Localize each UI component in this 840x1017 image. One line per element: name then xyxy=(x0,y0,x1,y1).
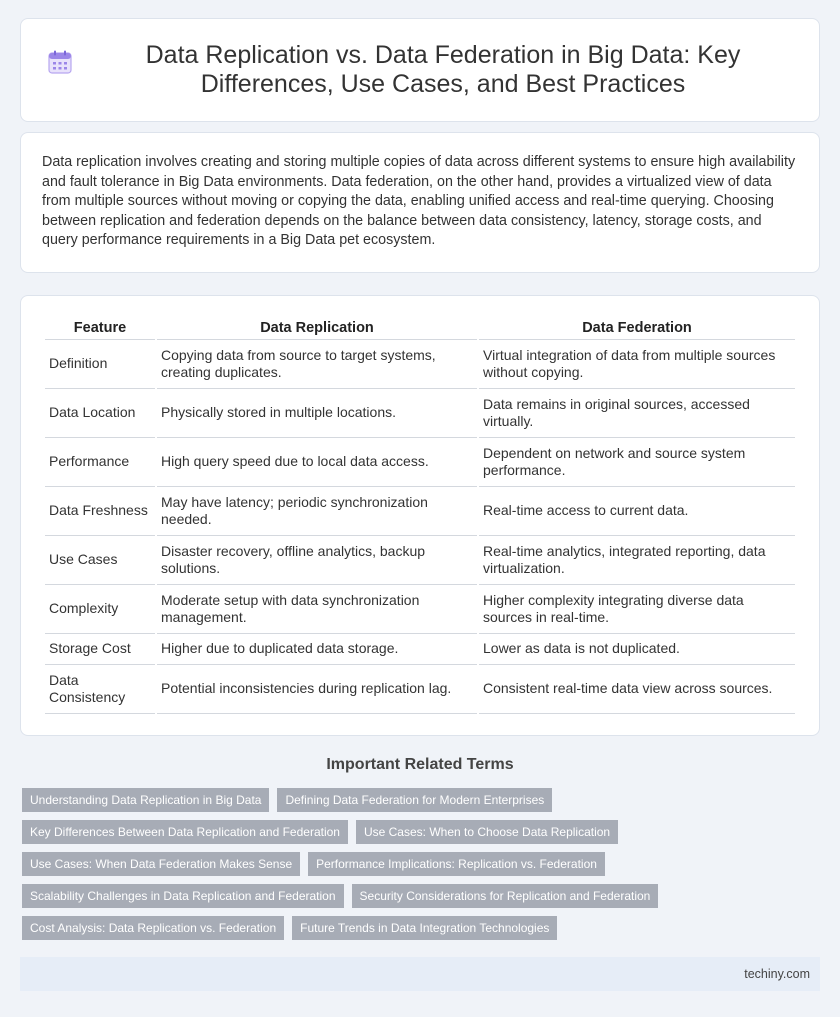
table-row xyxy=(45,340,795,389)
intro-card xyxy=(20,132,820,273)
related-term-tag[interactable]: Future Trends in Data Integration Technologies xyxy=(292,916,557,940)
intro-paragraph: Data replication involves creating and storing multiple copies of data across different systems to ensure high availability and fault tolerance in Big Data environments. Data federation, on the other hand, provides a virtualized view of data from multiple sources without moving or copying the data, enabling unified access and real-time querying. Choosing between replication and federation depends on the balance between data consistency, latency, storage costs, and query performance requirements in a Big Data pet ecosystem. xyxy=(42,154,796,248)
table-row xyxy=(45,438,795,487)
footer xyxy=(20,957,820,991)
title-card xyxy=(20,18,820,122)
column-header: Data Federation xyxy=(479,316,795,340)
comparison-card xyxy=(20,295,820,736)
related-term-tag[interactable]: Understanding Data Replication in Big Data xyxy=(22,788,269,812)
related-term-tag[interactable]: Security Considerations for Replication and Federation xyxy=(352,884,659,908)
federation-cell: Higher complexity integrating diverse data sources in real-time. xyxy=(479,585,795,634)
table-row xyxy=(45,487,795,536)
federation-cell: Dependent on network and source system performance. xyxy=(479,438,795,487)
feature-cell: Data Location xyxy=(45,389,155,438)
feature-cell: Storage Cost xyxy=(45,634,155,665)
federation-cell: Consistent real-time data view across sources. xyxy=(479,665,795,714)
table-row xyxy=(45,585,795,634)
federation-cell: Virtual integration of data from multiple sources without copying. xyxy=(479,340,795,389)
replication-cell: Disaster recovery, offline analytics, backup solutions. xyxy=(157,536,477,585)
related-term-tag[interactable]: Use Cases: When Data Federation Makes Sense xyxy=(22,852,300,876)
feature-cell: Use Cases xyxy=(45,536,155,585)
related-terms-list xyxy=(0,788,840,940)
related-term-tag[interactable]: Performance Implications: Replication vs. Federation xyxy=(308,852,605,876)
feature-cell: Data Freshness xyxy=(45,487,155,536)
federation-cell: Real-time analytics, integrated reporting, data virtualization. xyxy=(479,536,795,585)
column-header: Feature xyxy=(45,316,155,340)
page-title: Data Replication vs. Data Federation in Big Data: Key Differences, Use Cases, and Best Practices xyxy=(145,41,741,98)
comparison-table xyxy=(43,316,797,714)
column-header: Data Replication xyxy=(157,316,477,340)
feature-cell: Data Consistency xyxy=(45,665,155,714)
replication-cell: Higher due to duplicated data storage. xyxy=(157,634,477,665)
replication-cell: Moderate setup with data synchronization management. xyxy=(157,585,477,634)
feature-cell: Performance xyxy=(45,438,155,487)
related-term-tag[interactable]: Scalability Challenges in Data Replication and Federation xyxy=(22,884,344,908)
replication-cell: High query speed due to local data access. xyxy=(157,438,477,487)
related-term-tag[interactable]: Defining Data Federation for Modern Enterprises xyxy=(277,788,552,812)
feature-cell: Definition xyxy=(45,340,155,389)
table-row xyxy=(45,665,795,714)
replication-cell: May have latency; periodic synchronization needed. xyxy=(157,487,477,536)
footer-site-link[interactable]: techiny.com xyxy=(744,967,810,981)
table-row xyxy=(45,536,795,585)
federation-cell: Real-time access to current data. xyxy=(479,487,795,536)
replication-cell: Copying data from source to target systems, creating duplicates. xyxy=(157,340,477,389)
federation-cell: Lower as data is not duplicated. xyxy=(479,634,795,665)
related-term-tag[interactable]: Key Differences Between Data Replication and Federation xyxy=(22,820,348,844)
feature-cell: Complexity xyxy=(45,585,155,634)
related-terms-heading: Important Related Terms xyxy=(326,756,514,773)
federation-cell: Data remains in original sources, accessed virtually. xyxy=(479,389,795,438)
table-header-row xyxy=(45,316,795,340)
table-row xyxy=(45,389,795,438)
calendar-icon xyxy=(47,49,73,75)
table-row xyxy=(45,634,795,665)
replication-cell: Potential inconsistencies during replication lag. xyxy=(157,665,477,714)
related-term-tag[interactable]: Cost Analysis: Data Replication vs. Federation xyxy=(22,916,284,940)
related-term-tag[interactable]: Use Cases: When to Choose Data Replication xyxy=(356,820,618,844)
replication-cell: Physically stored in multiple locations. xyxy=(157,389,477,438)
